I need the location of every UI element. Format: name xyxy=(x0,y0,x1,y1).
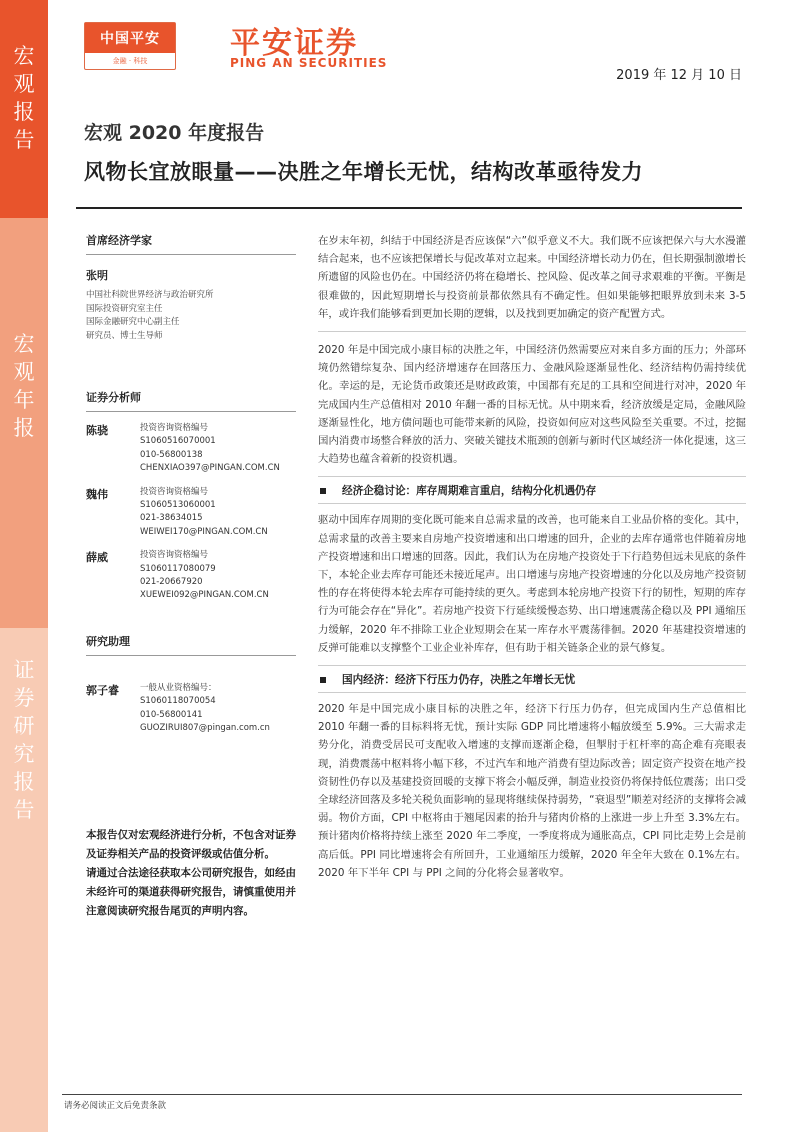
analysts-heading: 证券分析师 xyxy=(86,389,296,412)
report-date: 2019 年 12 月 10 日 xyxy=(616,68,742,83)
footer-divider xyxy=(62,1094,742,1095)
analyst-info-line: S1060516070001 xyxy=(140,436,216,447)
section-heading xyxy=(318,672,746,693)
analyst-info-line: S1060117080079 xyxy=(140,563,216,574)
assistant-heading: 研究助理 xyxy=(86,633,296,656)
analyst-name: 陈骁 xyxy=(86,424,108,437)
side-band-securities-research xyxy=(0,628,48,1132)
analyst-info-line: 投资咨询资格编号 xyxy=(140,486,209,497)
summary-block xyxy=(318,341,746,477)
brand-name-en: PING AN SECURITIES xyxy=(230,56,388,70)
square-bullet-icon xyxy=(320,488,326,494)
analyst-email: XUEWEI092@PINGAN.COM.CN xyxy=(140,590,269,601)
disclaimer-usage: 请通过合法途径获取本公司研究报告，如经由未经许可的渠道获得研究报告，请慎重使用并注意阅读研究报告尾页的声明内容。 xyxy=(86,867,296,917)
analyst-email: CHENXIAO397@PINGAN.COM.CN xyxy=(140,463,280,474)
assistant-entry xyxy=(86,682,296,736)
logo-subtext: 金融 · 科技 xyxy=(112,57,148,65)
assistant-email: GUOZIRUI807@pingan.com.cn xyxy=(140,723,270,734)
assistant-name: 郭子睿 xyxy=(86,683,119,697)
assistant-info-line: S1060118070054 xyxy=(140,696,216,707)
assistant-info xyxy=(140,682,270,736)
side-band-macro-annual xyxy=(0,218,48,628)
analyst-info xyxy=(140,549,269,603)
analyst-info-line: 投资咨询资格编号 xyxy=(140,550,209,561)
analyst-info-line: 投资咨询资格编号 xyxy=(140,423,209,433)
side-band-label: 宏观年报 xyxy=(13,332,35,440)
analyst-name: 薛威 xyxy=(86,551,108,565)
section-heading xyxy=(318,483,746,504)
analyst-info-line: S1060513060001 xyxy=(140,500,216,511)
disclaimer xyxy=(86,826,306,921)
analyst-entry xyxy=(86,549,296,603)
title-divider xyxy=(76,207,742,209)
analyst-info-line: 021-20667920 xyxy=(140,577,203,588)
section-paragraph: 驱动中国库存周期的变化既可能来自总需求量的改善，也可能来自工业品价格的变化。其中，总需求量的改善主要来自房地产投资增速和出口增速的回升，企业的去库存通常也伴随着房地产投资增速和出口增速的回落。因此，我们认为在房地产投资处于下行趋势但远未见底的条件下，本轮企业去库存可能还未接近尾声。出口增速与房地产投资增速的分化以及房地产投资韧性的存在将使得本轮去库存可能持续的更久。考虑到本轮房地产投资下行的韧性，短期的库存行为可能会存在“异化”。若房地产投资下行延续缓慢态势、出口增速震荡企稳以及 PPI 通缩压力缓解，2020 年不排除工业企业短期会在某一库存水平震荡徘徊。2020 年基建投资增速的反弹可能难以支撑整个工业企业补库存，但有助于相关链条企业的景气修复。 xyxy=(318,514,746,654)
chief-economist-heading: 首席经济学家 xyxy=(86,232,296,255)
title-line: 国际投资研究室主任 xyxy=(86,303,163,314)
summary-paragraph: 在岁末年初，纠结于中国经济是否应该保“六”似乎意义不大。我们既不应该把保六与大水漫灌结合起来，也不应该把保增长与促改革对立起来。中国经济增长动力仍在，但长期强制激增长所遗留的风险也仍在。中国经济仍将在稳增长、控风险、促改革之间寻求艰难的平衡。平衡是很难做的，因此短期增长与投资前景都依然具有不确定性。但如果能够把眼界放到未来 3-5 年，或许我们能够看到更加长期的逻辑，以及找到更加确定的资产配置方式。 xyxy=(318,235,746,320)
section-block xyxy=(318,511,746,666)
side-band-macro-report xyxy=(0,0,48,218)
analyst-entry xyxy=(86,422,296,476)
analyst-info-line: 010-56800138 xyxy=(140,449,203,460)
analyst-email: WEIWEI170@PINGAN.COM.CN xyxy=(140,526,268,537)
assistant-info-line: 010-56800141 xyxy=(140,709,203,720)
analyst-info xyxy=(140,486,268,540)
square-bullet-icon xyxy=(320,677,326,683)
analyst-entry xyxy=(86,486,296,540)
summary-block xyxy=(318,232,746,332)
chief-economist-titles xyxy=(86,289,296,343)
section-heading-text: 经济企稳讨论：库存周期难言重启，结构分化机遇仍存 xyxy=(342,485,597,498)
assistant-info-line: 一般从业资格编号： xyxy=(140,682,217,693)
report-title: 风物长宜放眼量——决胜之年增长无忧，结构改革亟待发力 xyxy=(84,160,643,184)
title-line: 中国社科院世界经济与政治研究所 xyxy=(86,290,214,300)
footer-disclaimer: 请务必阅读正文后免责条款 xyxy=(64,1101,167,1111)
summary-paragraph: 2020 年是中国完成小康目标的决胜之年，中国经济仍然需要应对来自多方面的压力；外部环境仍然错综复杂、国内经济增速存在回落压力、金融风险逐渐显性化、经济结构仍需持续优化。幸运的是，无论货币政策还是财政政策，中国都有充足的工具和空间进行对冲，2020 年完成国内生产总值相对 2010 年翻一番的目标无忧。从中期来看，经济放缓是定局，金融风险逐渐显性化，地方债问题也可能带来新的风险，投资如何应对这些风险至关重要。不过，挖掘国内消费市场整合释放的活力、突破关键技术瓶颈的创新与新时代区域经济一体化提速，这三大趋势也蕴含着新的投资机遇。 xyxy=(318,344,746,466)
brand-name-cn: 平安证券 xyxy=(230,26,358,61)
section-heading-text: 国内经济：经济下行压力仍存，决胜之年增长无忧 xyxy=(342,674,576,687)
china-pingan-logo xyxy=(84,22,176,70)
title-line: 国际金融研究中心副主任 xyxy=(86,317,180,327)
analyst-info xyxy=(140,422,280,476)
logo-text: 中国平安 xyxy=(85,23,175,53)
title-line: 研究员、博士生导师 xyxy=(86,330,163,341)
report-type: 宏观 2020 年度报告 xyxy=(84,122,265,144)
side-band-label: 证券研究报告 xyxy=(13,658,35,822)
disclaimer-scope: 本报告仅对宏观经济进行分析，不包含对证券及证券相关产品的投资评级或估值分析。 xyxy=(86,829,296,860)
analyst-name: 魏伟 xyxy=(86,487,108,501)
report-body xyxy=(318,232,746,882)
author-column xyxy=(86,232,296,736)
chief-economist-name: 张明 xyxy=(86,269,108,282)
section-paragraph: 2020 年是中国完成小康目标的决胜之年，经济下行压力仍存，但完成国内生产总值相比 2010 年翻一番的目标料将无忧，预计实际 GDP 同比增速将小幅放缓至 5.9%。三大需求走势分化，消费受居民可支配收入增速的支撑而逐渐企稳，但掣肘于杠杆率的高企难有亮眼表现，消费震荡中枢料将小幅下移，不过汽车和地产消费有望边际改善；固定资产投资在地产投资韧性仍存以及基建投资回暖的支撑下将会小幅反弹，制造业投资仍将保持低位震荡；出口受全球经济回落及多轮关税负面影响的显现将继续保持弱势，“衰退型”顺差对经济的支撑将会减弱。物价方面，CPI 中枢将由于翘尾因素的抬升与猪肉价格的上涨进一步上升至 3.3%左右。预计猪肉价格将持续上涨至 2020 年二季度，一季度将成为通胀高点，CPI 同比走势上会是前高后低。PPI 同比增速将会有所回升，工业通缩压力缓解，2020 年全年大致在 0.1%左右。2020 年下半年 CPI 与 PPI 之间的分化将会显著收窄。 xyxy=(318,703,746,879)
side-band-label: 宏观报告 xyxy=(13,44,35,152)
analyst-info-line: 021-38634015 xyxy=(140,513,203,524)
section-block xyxy=(318,700,746,882)
